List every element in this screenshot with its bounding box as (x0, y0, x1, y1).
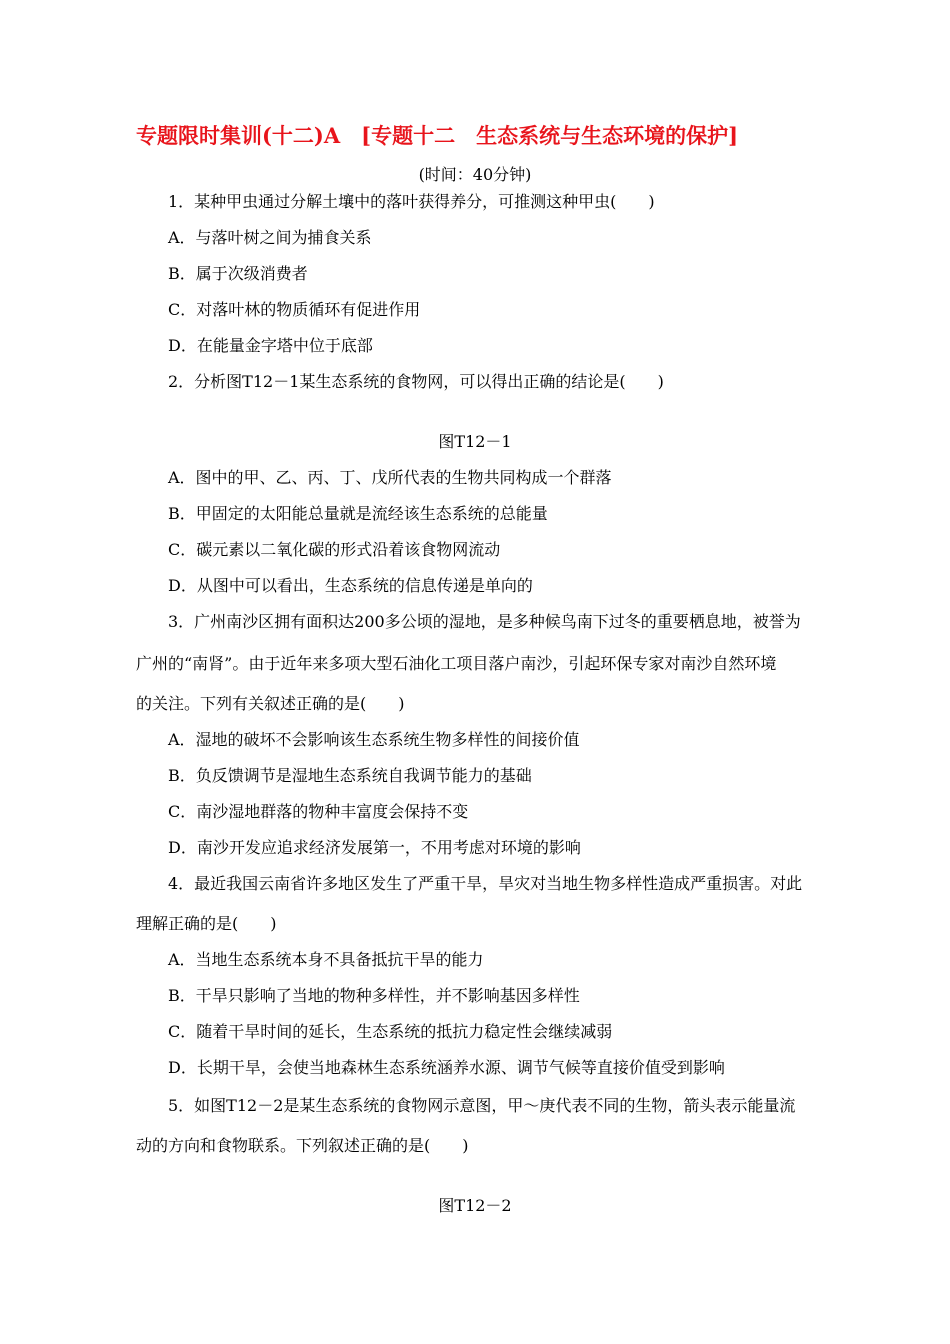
question-5-stem-line-2: 动的方向和食物联系。下列叙述正确的是( ) (136, 1136, 469, 1155)
question-3-option-c: C．南沙湿地群落的物种丰富度会保持不变 (168, 802, 469, 821)
page-title: 专题限时集训(十二)A [专题十二 生态系统与生态环境的保护] (136, 123, 739, 148)
question-1-option-c: C．对落叶林的物质循环有促进作用 (168, 300, 421, 319)
question-1-option-a: A．与落叶树之间为捕食关系 (168, 228, 372, 247)
question-2-option-a: A．图中的甲、乙、丙、丁、戊所代表的生物共同构成一个群落 (168, 468, 612, 487)
figure-caption-t12-2: 图T12－2 (438, 1196, 512, 1215)
question-4-option-c: C．随着干旱时间的延长，生态系统的抵抗力稳定性会继续减弱 (168, 1022, 613, 1041)
question-3-option-b: B．负反馈调节是湿地生态系统自我调节能力的基础 (168, 766, 532, 785)
question-2-option-d: D．从图中可以看出，生态系统的信息传递是单向的 (168, 576, 533, 595)
question-1-option-b: B．属于次级消费者 (168, 264, 308, 283)
time-note: (时间：40分钟) (418, 165, 532, 184)
question-2-stem: 2．分析图T12－1某生态系统的食物网，可以得出正确的结论是( ) (168, 372, 664, 391)
question-2-option-b: B．甲固定的太阳能总量就是流经该生态系统的总能量 (168, 504, 548, 523)
question-5-stem-line-1: 5．如图T12－2是某生态系统的食物网示意图，甲～庚代表不同的生物，箭头表示能量流 (168, 1096, 796, 1115)
question-1-stem: 1．某种甲虫通过分解土壤中的落叶获得养分，可推测这种甲虫( ) (168, 192, 655, 211)
question-4-option-a: A．当地生态系统本身不具备抵抗干旱的能力 (168, 950, 484, 969)
figure-caption-t12-1: 图T12－1 (438, 432, 512, 451)
question-3-option-d: D．南沙开发应追求经济发展第一，不用考虑对环境的影响 (168, 838, 581, 857)
question-4-option-d: D．长期干旱，会使当地森林生态系统涵养水源、调节气候等直接价值受到影响 (168, 1058, 725, 1077)
question-4-option-b: B．干旱只影响了当地的物种多样性，并不影响基因多样性 (168, 986, 580, 1005)
question-3-stem-line-2: 广州的“南肾”。由于近年来多项大型石油化工项目落户南沙，引起环保专家对南沙自然环境 (136, 654, 777, 673)
question-1-option-d: D．在能量金字塔中位于底部 (168, 336, 373, 355)
question-3-option-a: A．湿地的破坏不会影响该生态系统生物多样性的间接价值 (168, 730, 580, 749)
question-3-stem-line-3: 的关注。下列有关叙述正确的是( ) (136, 694, 405, 713)
question-4-stem-line-2: 理解正确的是( ) (136, 914, 277, 933)
question-4-stem-line-1: 4．最近我国云南省许多地区发生了严重干旱，旱灾对当地生物多样性造成严重损害。对此 (168, 874, 803, 893)
question-3-stem-line-1: 3．广州南沙区拥有面积达200多公顷的湿地，是多种候鸟南下过冬的重要栖息地，被誉为 (168, 612, 801, 631)
question-2-option-c: C．碳元素以二氧化碳的形式沿着该食物网流动 (168, 540, 501, 559)
